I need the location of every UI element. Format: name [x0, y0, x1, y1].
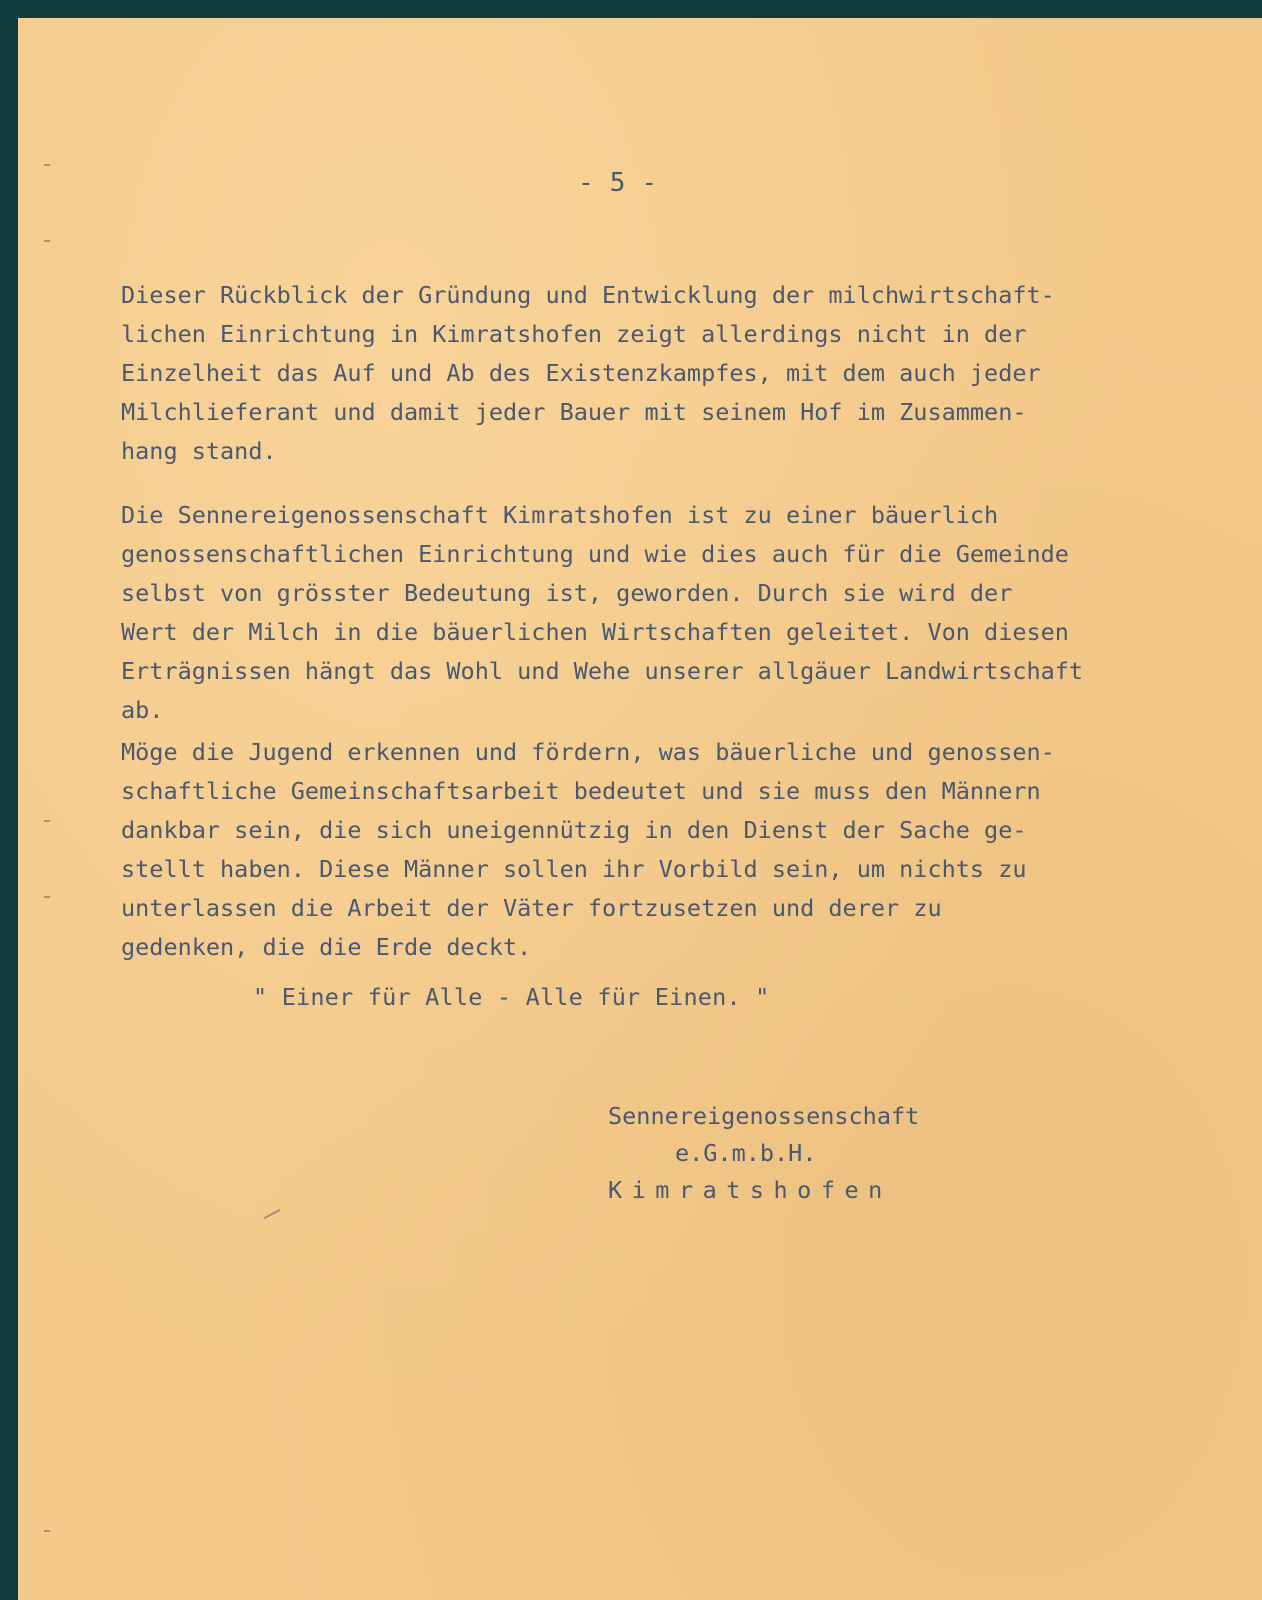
paragraph-line: selbst von grösster Bedeutung ist, geworden. Durch sie wird der [121, 579, 1013, 607]
paragraph-line: lichen Einrichtung in Kimratshofen zeigt allerdings nicht in der [121, 320, 1027, 348]
motto: " Einer für Alle - Alle für Einen. " [253, 983, 770, 1011]
signature-organization: Sennereigenossenschaft [608, 1102, 920, 1130]
paragraph-line: Wert der Milch in die bäuerlichen Wirtschaften geleitet. Von diesen [121, 618, 1069, 646]
paragraph-line: Dieser Rückblick der Gründung und Entwicklung der milchwirtschaft- [121, 281, 1055, 309]
paragraph-line: Erträgnissen hängt das Wohl und Wehe unserer allgäuer Landwirtschaft [121, 657, 1084, 685]
paragraph-3 [121, 733, 1055, 967]
paragraph-line: gedenken, die die Erde deckt. [121, 933, 532, 961]
pencil-stroke [264, 1209, 281, 1219]
paragraph-line: hang stand. [121, 437, 277, 465]
paper-page [18, 18, 1262, 1600]
margin-mark [44, 1530, 50, 1532]
paragraph-line: Milchlieferant und damit jeder Bauer mit seinem Hof im Zusammen- [121, 398, 1027, 426]
paragraph-line: Möge die Jugend erkennen und fördern, was bäuerliche und genossen- [121, 738, 1055, 766]
paragraph-line: unterlassen die Arbeit der Väter fortzusetzen und derer zu [121, 894, 942, 922]
paragraph-line: stellt haben. Diese Männer sollen ihr Vorbild sein, um nichts zu [121, 855, 1027, 883]
paragraph-2 [121, 496, 1083, 730]
paragraph-1 [121, 276, 1055, 471]
margin-mark [44, 240, 50, 242]
paragraph-line: Die Sennereigenossenschaft Kimratshofen ist zu einer bäuerlich [121, 501, 999, 529]
paragraph-line: dankbar sein, die sich uneigennützig in den Dienst der Sache ge- [121, 816, 1027, 844]
paragraph-line: schaftliche Gemeinschaftsarbeit bedeutet und sie muss den Männern [121, 777, 1041, 805]
paragraph-line: Einzelheit das Auf und Ab des Existenzkampfes, mit dem auch jeder [121, 359, 1041, 387]
signature-legal-form: e.G.m.b.H. [675, 1139, 817, 1167]
paragraph-line: genossenschaftlichen Einrichtung und wie dies auch für die Gemeinde [121, 540, 1069, 568]
paragraph-line: ab. [121, 696, 164, 724]
page-number: - 5 - [578, 168, 658, 198]
signature-block [608, 1098, 919, 1209]
signature-place: Kimratshofen [608, 1176, 892, 1204]
margin-mark [44, 896, 50, 898]
margin-mark [44, 164, 50, 166]
margin-mark [44, 820, 50, 822]
